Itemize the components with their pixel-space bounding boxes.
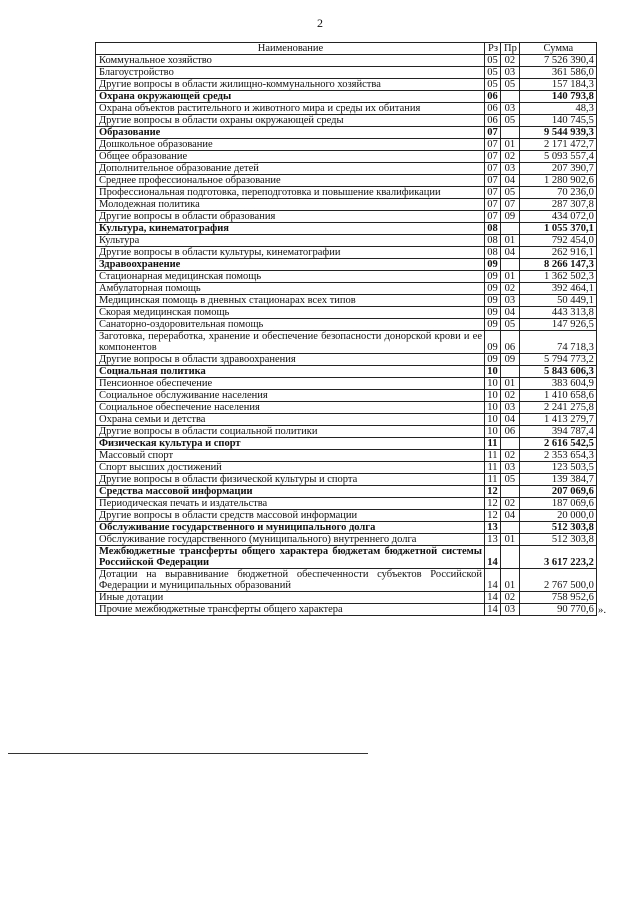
row-pr-cell	[501, 91, 520, 103]
row-rz-cell: 11	[485, 462, 501, 474]
row-rz-cell: 07	[485, 127, 501, 139]
row-sum-cell: 74 718,3	[519, 331, 596, 354]
table-row	[96, 402, 597, 414]
row-rz-cell: 10	[485, 378, 501, 390]
row-name-cell: Другие вопросы в области физической культуры и спорта	[96, 474, 485, 486]
row-pr-cell: 01	[501, 235, 520, 247]
row-name-cell: Санаторно-оздоровительная помощь	[96, 319, 485, 331]
row-rz-cell: 07	[485, 139, 501, 151]
row-rz-cell: 12	[485, 498, 501, 510]
row-sum-cell: 139 384,7	[519, 474, 596, 486]
row-rz-cell: 06	[485, 115, 501, 127]
table-row	[96, 604, 597, 616]
row-sum-cell: 207 390,7	[519, 163, 596, 175]
row-name-cell: Другие вопросы в области средств массовой информации	[96, 510, 485, 522]
row-name-cell: Здравоохранение	[96, 259, 485, 271]
row-rz-cell: 09	[485, 295, 501, 307]
table-row	[96, 115, 597, 127]
table-row	[96, 426, 597, 438]
row-sum-cell: 70 236,0	[519, 187, 596, 199]
row-name-cell: Социальное обслуживание населения	[96, 390, 485, 402]
row-name-cell: Благоустройство	[96, 67, 485, 79]
row-rz-cell: 07	[485, 211, 501, 223]
row-rz-cell: 11	[485, 474, 501, 486]
table-row	[96, 498, 597, 510]
budget-table-container	[95, 42, 597, 616]
row-rz-cell: 06	[485, 103, 501, 115]
row-rz-cell: 10	[485, 366, 501, 378]
row-name-cell: Дополнительное образование детей	[96, 163, 485, 175]
row-pr-cell: 09	[501, 354, 520, 366]
row-name-cell: Социальная политика	[96, 366, 485, 378]
row-sum-cell: 361 586,0	[519, 67, 596, 79]
row-rz-cell: 14	[485, 604, 501, 616]
row-rz-cell: 13	[485, 534, 501, 546]
row-name-cell: Культура, кинематография	[96, 223, 485, 235]
row-name-cell: Дотации на выравнивание бюджетной обеспеченности субъектов Российской Федерации и муниципальных образований	[96, 569, 485, 592]
budget-table	[95, 42, 597, 616]
table-row	[96, 79, 597, 91]
row-name-cell: Социальное обеспечение населения	[96, 402, 485, 414]
page-number: 2	[317, 16, 323, 30]
row-name-cell: Массовый спорт	[96, 450, 485, 462]
row-name-cell: Стационарная медицинская помощь	[96, 271, 485, 283]
row-rz-cell: 05	[485, 79, 501, 91]
table-row	[96, 235, 597, 247]
section-row	[96, 546, 597, 569]
row-pr-cell: 05	[501, 79, 520, 91]
row-pr-cell	[501, 259, 520, 271]
row-name-cell: Физическая культура и спорт	[96, 438, 485, 450]
row-rz-cell: 09	[485, 259, 501, 271]
table-row	[96, 462, 597, 474]
row-sum-cell: 2 616 542,5	[519, 438, 596, 450]
section-row	[96, 223, 597, 235]
table-row	[96, 534, 597, 546]
row-rz-cell: 10	[485, 414, 501, 426]
row-sum-cell: 758 952,6	[519, 592, 596, 604]
row-pr-cell	[501, 486, 520, 498]
row-pr-cell	[501, 127, 520, 139]
row-name-cell: Межбюджетные трансферты общего характера бюджетам бюджетной системы Российской Федерации	[96, 546, 485, 569]
row-sum-cell: 1 413 279,7	[519, 414, 596, 426]
table-row	[96, 378, 597, 390]
table-row	[96, 271, 597, 283]
row-rz-cell: 10	[485, 390, 501, 402]
row-name-cell: Охрана объектов растительного и животного мира и среды их обитания	[96, 103, 485, 115]
row-sum-cell: 7 526 390,4	[519, 55, 596, 67]
row-pr-cell: 03	[501, 462, 520, 474]
row-pr-cell: 03	[501, 402, 520, 414]
table-row	[96, 139, 597, 151]
row-rz-cell: 14	[485, 592, 501, 604]
row-sum-cell: 5 843 606,3	[519, 366, 596, 378]
row-pr-cell: 05	[501, 115, 520, 127]
row-pr-cell: 03	[501, 163, 520, 175]
row-pr-cell: 03	[501, 604, 520, 616]
row-sum-cell: 383 604,9	[519, 378, 596, 390]
row-sum-cell: 443 313,8	[519, 307, 596, 319]
table-row	[96, 199, 597, 211]
row-rz-cell: 11	[485, 450, 501, 462]
row-pr-cell: 02	[501, 283, 520, 295]
row-sum-cell: 207 069,6	[519, 486, 596, 498]
row-name-cell: Образование	[96, 127, 485, 139]
header-rz: Рз	[485, 43, 501, 55]
row-name-cell: Другие вопросы в области культуры, кинематографии	[96, 247, 485, 259]
row-pr-cell: 04	[501, 175, 520, 187]
closing-quote-mark: ».	[597, 604, 607, 616]
row-rz-cell: 09	[485, 283, 501, 295]
row-name-cell: Медицинская помощь в дневных стационарах всех типов	[96, 295, 485, 307]
row-rz-cell: 07	[485, 151, 501, 163]
header-sum: Сумма	[519, 43, 596, 55]
row-sum-cell: 512 303,8	[519, 534, 596, 546]
row-name-cell: Заготовка, переработка, хранение и обеспечение безопасности донорской крови и ее компонентов	[96, 331, 485, 354]
header-pr: Пр	[501, 43, 520, 55]
row-sum-cell: 48,3	[519, 103, 596, 115]
row-rz-cell: 06	[485, 91, 501, 103]
row-pr-cell: 07	[501, 199, 520, 211]
row-sum-cell: 792 454,0	[519, 235, 596, 247]
row-pr-cell: 02	[501, 390, 520, 402]
table-row	[96, 283, 597, 295]
table-row	[96, 103, 597, 115]
table-row	[96, 151, 597, 163]
row-sum-cell: 3 617 223,2	[519, 546, 596, 569]
row-sum-cell: 434 072,0	[519, 211, 596, 223]
row-rz-cell: 05	[485, 67, 501, 79]
row-sum-cell: 123 503,5	[519, 462, 596, 474]
row-name-cell: Культура	[96, 235, 485, 247]
row-name-cell: Общее образование	[96, 151, 485, 163]
row-name-cell: Среднее профессиональное образование	[96, 175, 485, 187]
row-pr-cell	[501, 438, 520, 450]
row-name-cell: Прочие межбюджетные трансферты общего характера	[96, 604, 485, 616]
row-name-cell: Обслуживание государственного (муниципального) внутреннего долга	[96, 534, 485, 546]
row-sum-cell: 140 745,5	[519, 115, 596, 127]
row-sum-cell: 2 241 275,8	[519, 402, 596, 414]
row-pr-cell: 03	[501, 67, 520, 79]
row-rz-cell: 07	[485, 175, 501, 187]
row-pr-cell: 06	[501, 331, 520, 354]
row-rz-cell: 05	[485, 55, 501, 67]
row-sum-cell: 392 464,1	[519, 283, 596, 295]
table-row	[96, 211, 597, 223]
row-pr-cell: 03	[501, 103, 520, 115]
row-sum-cell: 140 793,8	[519, 91, 596, 103]
row-pr-cell: 04	[501, 510, 520, 522]
row-pr-cell: 05	[501, 474, 520, 486]
table-row	[96, 450, 597, 462]
row-pr-cell	[501, 223, 520, 235]
row-sum-cell: 5 093 557,4	[519, 151, 596, 163]
row-pr-cell: 02	[501, 151, 520, 163]
row-name-cell: Иные дотации	[96, 592, 485, 604]
row-name-cell: Дошкольное образование	[96, 139, 485, 151]
row-name-cell: Другие вопросы в области социальной политики	[96, 426, 485, 438]
row-sum-cell: 20 000,0	[519, 510, 596, 522]
row-name-cell: Молодежная политика	[96, 199, 485, 211]
row-name-cell: Обслуживание государственного и муниципального долга	[96, 522, 485, 534]
row-name-cell: Амбулаторная помощь	[96, 283, 485, 295]
row-sum-cell: 1 280 902,6	[519, 175, 596, 187]
row-name-cell: Другие вопросы в области жилищно-коммунального хозяйства	[96, 79, 485, 91]
row-pr-cell: 06	[501, 426, 520, 438]
section-row	[96, 91, 597, 103]
row-pr-cell: 05	[501, 319, 520, 331]
table-body	[96, 55, 597, 616]
row-pr-cell: 04	[501, 247, 520, 259]
table-row	[96, 592, 597, 604]
row-pr-cell: 01	[501, 569, 520, 592]
row-rz-cell: 14	[485, 546, 501, 569]
table-row	[96, 187, 597, 199]
row-sum-cell: 2 353 654,3	[519, 450, 596, 462]
section-row	[96, 486, 597, 498]
row-sum-cell: 2 767 500,0	[519, 569, 596, 592]
row-rz-cell: 14	[485, 569, 501, 592]
row-rz-cell: 10	[485, 402, 501, 414]
row-pr-cell: 05	[501, 187, 520, 199]
row-rz-cell: 10	[485, 426, 501, 438]
row-sum-cell: 50 449,1	[519, 295, 596, 307]
row-sum-cell: 9 544 939,3	[519, 127, 596, 139]
table-row	[96, 510, 597, 522]
row-name-cell: Средства массовой информации	[96, 486, 485, 498]
row-pr-cell: 01	[501, 271, 520, 283]
section-row	[96, 366, 597, 378]
table-row	[96, 175, 597, 187]
row-sum-cell: 1 362 502,3	[519, 271, 596, 283]
row-pr-cell	[501, 546, 520, 569]
row-rz-cell: 12	[485, 510, 501, 522]
row-pr-cell: 09	[501, 211, 520, 223]
row-pr-cell: 01	[501, 534, 520, 546]
table-row	[96, 390, 597, 402]
row-name-cell: Другие вопросы в области охраны окружающей среды	[96, 115, 485, 127]
row-name-cell: Коммунальное хозяйство	[96, 55, 485, 67]
row-sum-cell: 1 410 658,6	[519, 390, 596, 402]
row-pr-cell: 04	[501, 414, 520, 426]
row-rz-cell: 07	[485, 199, 501, 211]
table-row	[96, 55, 597, 67]
table-row	[96, 307, 597, 319]
row-name-cell: Спорт высших достижений	[96, 462, 485, 474]
table-header-row	[96, 43, 597, 55]
row-rz-cell: 07	[485, 187, 501, 199]
row-rz-cell: 09	[485, 271, 501, 283]
table-row	[96, 331, 597, 354]
table-row	[96, 474, 597, 486]
table-row	[96, 163, 597, 175]
row-sum-cell: 394 787,4	[519, 426, 596, 438]
row-rz-cell: 11	[485, 438, 501, 450]
row-name-cell: Периодическая печать и издательства	[96, 498, 485, 510]
row-rz-cell: 09	[485, 354, 501, 366]
section-row	[96, 438, 597, 450]
row-pr-cell: 01	[501, 378, 520, 390]
table-row	[96, 295, 597, 307]
row-pr-cell: 02	[501, 450, 520, 462]
row-sum-cell: 147 926,5	[519, 319, 596, 331]
row-rz-cell: 13	[485, 522, 501, 534]
row-pr-cell: 02	[501, 55, 520, 67]
row-sum-cell: 262 916,1	[519, 247, 596, 259]
row-pr-cell	[501, 366, 520, 378]
row-rz-cell: 08	[485, 223, 501, 235]
section-row	[96, 522, 597, 534]
row-rz-cell: 07	[485, 163, 501, 175]
row-sum-cell: 512 303,8	[519, 522, 596, 534]
section-row	[96, 127, 597, 139]
row-pr-cell	[501, 522, 520, 534]
row-rz-cell: 09	[485, 307, 501, 319]
row-pr-cell: 01	[501, 139, 520, 151]
table-row	[96, 319, 597, 331]
row-sum-cell: 5 794 773,2	[519, 354, 596, 366]
row-rz-cell: 12	[485, 486, 501, 498]
row-pr-cell: 04	[501, 307, 520, 319]
table-row	[96, 67, 597, 79]
section-row	[96, 259, 597, 271]
row-sum-cell: 287 307,8	[519, 199, 596, 211]
row-name-cell: Охрана семьи и детства	[96, 414, 485, 426]
row-sum-cell: 90 770,6	[519, 604, 596, 616]
header-name: Наименование	[96, 43, 485, 55]
footnote-rule	[8, 753, 368, 754]
row-rz-cell: 08	[485, 235, 501, 247]
row-sum-cell: 187 069,6	[519, 498, 596, 510]
row-rz-cell: 09	[485, 319, 501, 331]
table-row	[96, 414, 597, 426]
row-pr-cell: 02	[501, 498, 520, 510]
row-sum-cell: 8 266 147,3	[519, 259, 596, 271]
row-name-cell: Охрана окружающей среды	[96, 91, 485, 103]
row-sum-cell: 2 171 472,7	[519, 139, 596, 151]
row-name-cell: Скорая медицинская помощь	[96, 307, 485, 319]
row-pr-cell: 02	[501, 592, 520, 604]
row-sum-cell: 157 184,3	[519, 79, 596, 91]
table-row	[96, 569, 597, 592]
row-name-cell: Профессиональная подготовка, переподготовка и повышение квалификации	[96, 187, 485, 199]
table-row	[96, 354, 597, 366]
row-name-cell: Другие вопросы в области здравоохранения	[96, 354, 485, 366]
row-sum-cell: 1 055 370,1	[519, 223, 596, 235]
row-name-cell: Пенсионное обеспечение	[96, 378, 485, 390]
row-rz-cell: 09	[485, 331, 501, 354]
table-row	[96, 247, 597, 259]
row-name-cell: Другие вопросы в области образования	[96, 211, 485, 223]
row-rz-cell: 08	[485, 247, 501, 259]
row-pr-cell: 03	[501, 295, 520, 307]
